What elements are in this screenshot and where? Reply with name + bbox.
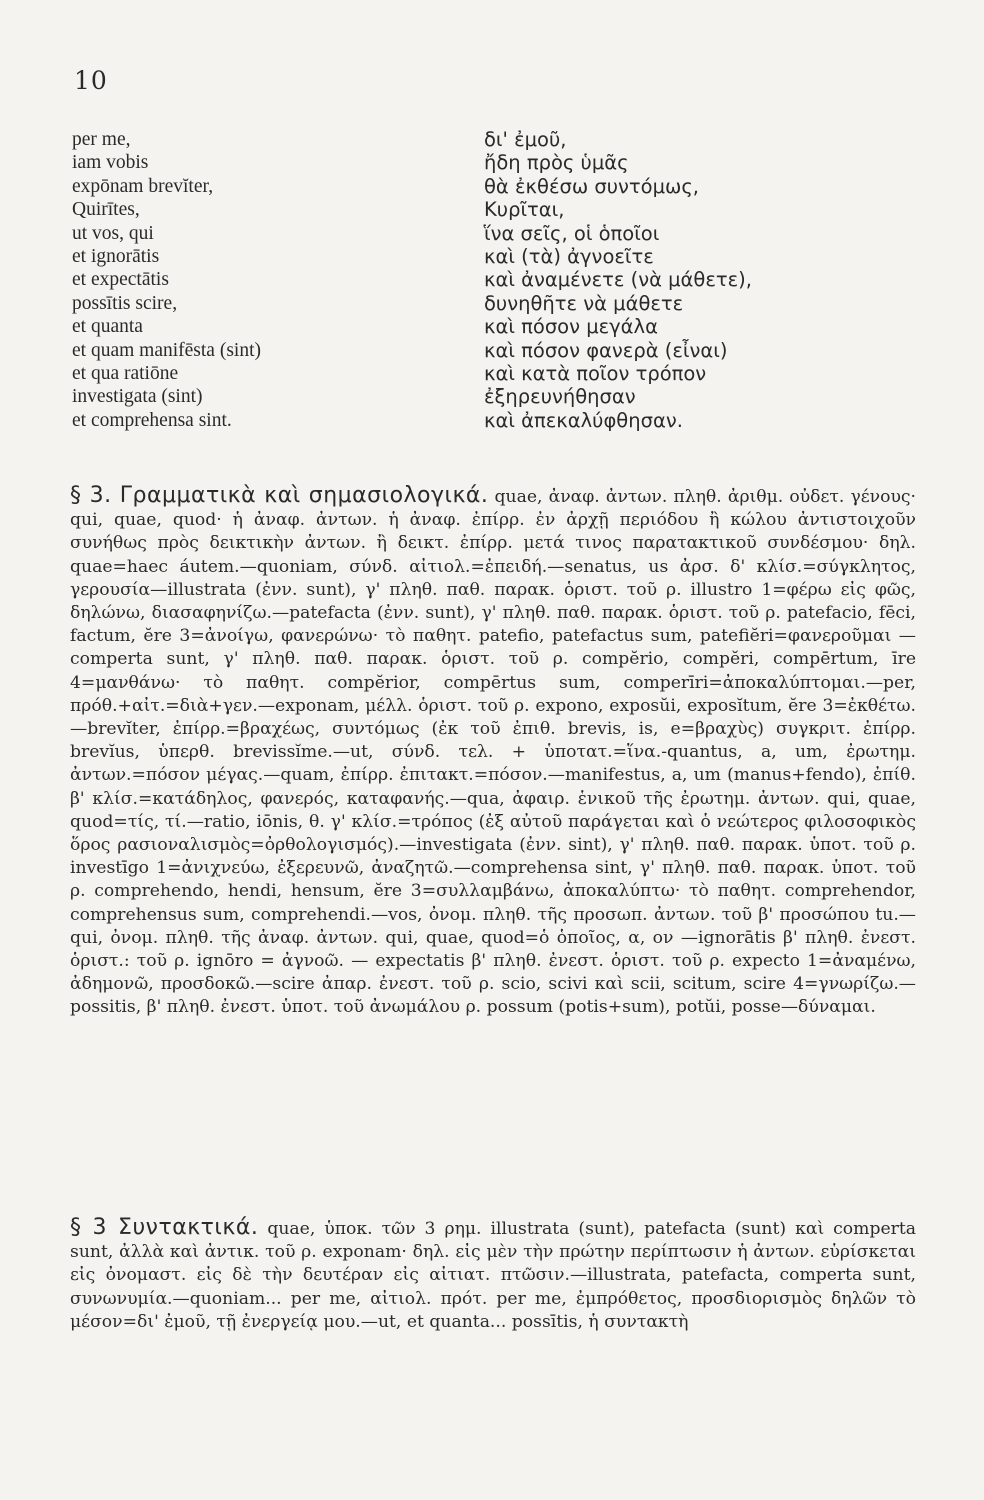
- syntax-paragraph: [70, 1216, 916, 1334]
- syntax-section-text: quae, ὑποκ. τῶν 3 ρημ. illustrata (sunt), patefacta (sunt) καὶ comperta sunt, ἀλλὰ καὶ ἀντικ. τοῦ ρ. exponam· δηλ. εἰς μὲν τὴν πρώτην περίπτωσιν ἡ ἀντων. εὑρίσκεται εἰς ὀνομαστ. εἰς δὲ τὴν δευτέραν εἰς αἰτιατ. πτῶσιν.—illustrata, patefacta, comperta sunt, συνωνυμία.—quoniam... per me, αἰτιολ. πρότ. per me, ἐμπρόθετος, προσδιορισμὸς δηλῶν τὸ μέσον=δι' ἐμοῦ, τῇ ἐνεργείᾳ μου.—ut, et quanta... possītis, ἡ συντακτὴ: [70, 1219, 916, 1332]
- latin-line: possītis scire,: [72, 292, 178, 314]
- page-number: 10: [74, 66, 108, 95]
- greek-line: καὶ ἀναμένετε (νὰ μάθετε),: [484, 268, 752, 292]
- latin-line: iam vobis: [72, 152, 149, 174]
- greek-line: δι' ἐμοῦ,: [484, 128, 567, 151]
- grammar-section-text: quae, ἀναφ. ἀντων. πληθ. ἀριθμ. οὐδετ. γένους· qui, quae, quod· ἡ ἀναφ. ἀντων. ἡ ἀναφ. ἐπίρρ. ἐν ἀρχῇ περιόδου ἢ κώλου ἀντιστοιχοῦν συνήθως πρὸς δεικτικὴν ἀντων. ἢ δεικτ. ἐπίρρ. μετά τινος παρατακτικοῦ συνδέσμου· δηλ. quae=haec áutem.—quoniam, σύνδ. αἰτιολ.=ἐπειδή.—senatus, us ἀρσ. δ' κλίσ.=σύγκλητος, γερουσία—illustrata (ἐνν. sunt), γ' πληθ. παθ. παρακ. ὁριστ. τοῦ ρ. illustro 1=φέρω εἰς φῶς, δηλώνω, διασαφηνίζω.—patefacta (ἐνν. sunt), γ' πληθ. παθ. παρακ. ὁριστ. τοῦ ρ. patefacio, fēci, factum, ĕre 3=ἀνοίγω, φανερώνω· τὸ παθητ. patefio, patefactus sum, patefiĕri=φανεροῦμαι —comperta sunt, γ' πληθ. παθ. παρακ. ὁριστ. τοῦ ρ. compĕrio, compĕri, compērtum, īre 4=μανθάνω· τὸ παθητ. compĕrior, compērtus sum, comperīri=ἀποκαλύπτομαι.—per, πρόθ.+αἰτ.=διὰ+γεν.—exponam, μέλλ. ὁριστ. τοῦ ρ. expono, exposŭi, exposĭtum, ĕre 3=ἐκθέτω.—brevĭter, ἐπίρρ.=βραχέως, συντόμως (ἐκ τοῦ ἐπιθ. brevis, is, e=βραχὺς) συγκριτ. ἐπίρρ. brevĭus, ὑπερθ. brevissĭme.—ut, σύνδ. τελ. + ὑποτατ.=ἵνα.-quantus, a, um, ἐρωτημ. ἀντων.=πόσον μέγας.—quam, ἐπίρρ. ἐπιτακτ.=πόσον.—manifestus, a, um (manus+fendo), ἐπίθ. β' κλίσ.=κατάδηλος, φανερός, καταφανής.—qua, ἀφαιρ. ἑνικοῦ τῆς ἐρωτημ. ἀντων. qui, quae, quod=τίς, τί.—ratio, iōnis, θ. γ' κλίσ.=τρόπος (ἐξ αὐτοῦ παράγεται καὶ ὁ νεώτερος φιλοσοφικὸς ὅρος ρασιοναλισμὸς=ὀρθολογισμός).—investigata (ἐνν. sint), γ' πληθ. παθ. παρακ. ὑποτ. τοῦ ρ. investīgo 1=ἀνιχνεύω, ἐξερευνῶ, ἀναζητῶ.—comprehensa sint, γ' πληθ. παθ. παρακ. ὑποτ. τοῦ ρ. comprehendo, hendi, hensum, ĕre 3=συλλαμβάνω, ἀποκαλύπτω· τὸ παθητ. comprehendor, comprehensus sum, comprehendi.—vos, ὀνομ. πληθ. τῆς προσωπ. ἀντων. τοῦ β' προσώπου tu.—qui, ὀνομ. πληθ. τῆς ἀναφ. ἀντων. qui, quae, quod=ὁ ὁποῖος, α, ον —ignorātis β' πληθ. ἐνεστ. ὁριστ.: τοῦ ρ. ignōro = ἀγνοῶ. — expectatis β' πληθ. ἐνεστ. ὁριστ. τοῦ ρ. expecto 1=ἀναμένω, ἀδημονῶ, προσδοκῶ.—scire ἀπαρ. ἐνεστ. τοῦ ρ. scio, scivi καὶ scii, scitum, scire 4=γνωρίζω.—possitis, β' πληθ. ἐνεστ. ὑποτ. τοῦ ἀνωμάλου ρ. possum (potis+sum), potŭi, posse—δύναμαι.: [70, 487, 917, 1018]
- latin-line: et quanta: [72, 316, 143, 338]
- grammar-section: [70, 484, 916, 1020]
- syntax-section: [70, 1216, 916, 1334]
- syntax-section-heading: § 3 Συντακτικά.: [70, 1215, 259, 1240]
- greek-line: καὶ κατὰ ποῖον τρόπον: [484, 362, 707, 386]
- latin-text-column: [72, 128, 432, 432]
- grammar-paragraph: [70, 484, 916, 1020]
- greek-line: ἤδη πρὸς ὑμᾶς: [484, 151, 629, 175]
- grammar-section-heading: § 3. Γραμματικὰ καὶ σημασιολογικά.: [70, 483, 489, 508]
- latin-line: et quam manifēsta (sint): [72, 339, 261, 361]
- greek-line: ἵνα σεῖς, οἱ ὁποῖοι: [484, 221, 660, 245]
- latin-line: per me,: [72, 129, 131, 150]
- greek-line: καὶ (τὰ) ἀγνοεῖτε: [484, 245, 654, 269]
- latin-line: Quirītes,: [72, 199, 140, 221]
- latin-line: investigata (sint): [72, 386, 203, 408]
- greek-line: καὶ πόσον φανερὰ (εἶναι): [484, 338, 728, 362]
- greek-line: καὶ ἀπεκαλύφθησαν.: [484, 408, 683, 432]
- greek-line: καὶ πόσον μεγάλα: [484, 315, 658, 339]
- latin-line: et ignorātis: [72, 246, 160, 268]
- greek-line: δυνηθῆτε νὰ μάθετε: [484, 291, 684, 315]
- latin-line: ut vos, qui: [72, 222, 154, 244]
- greek-line: θὰ ἐκθέσω συντόμως,: [484, 174, 699, 198]
- latin-line: et expectātis: [72, 269, 169, 291]
- greek-line: ἐξηρευνήθησαν: [484, 385, 636, 409]
- latin-line: et qua ratiōne: [72, 363, 179, 385]
- latin-line: expōnam brevĭter,: [72, 175, 214, 197]
- latin-line: et comprehensa sint.: [72, 409, 232, 431]
- greek-translation-column: [484, 128, 924, 432]
- greek-line: Κυρῖται,: [484, 198, 565, 222]
